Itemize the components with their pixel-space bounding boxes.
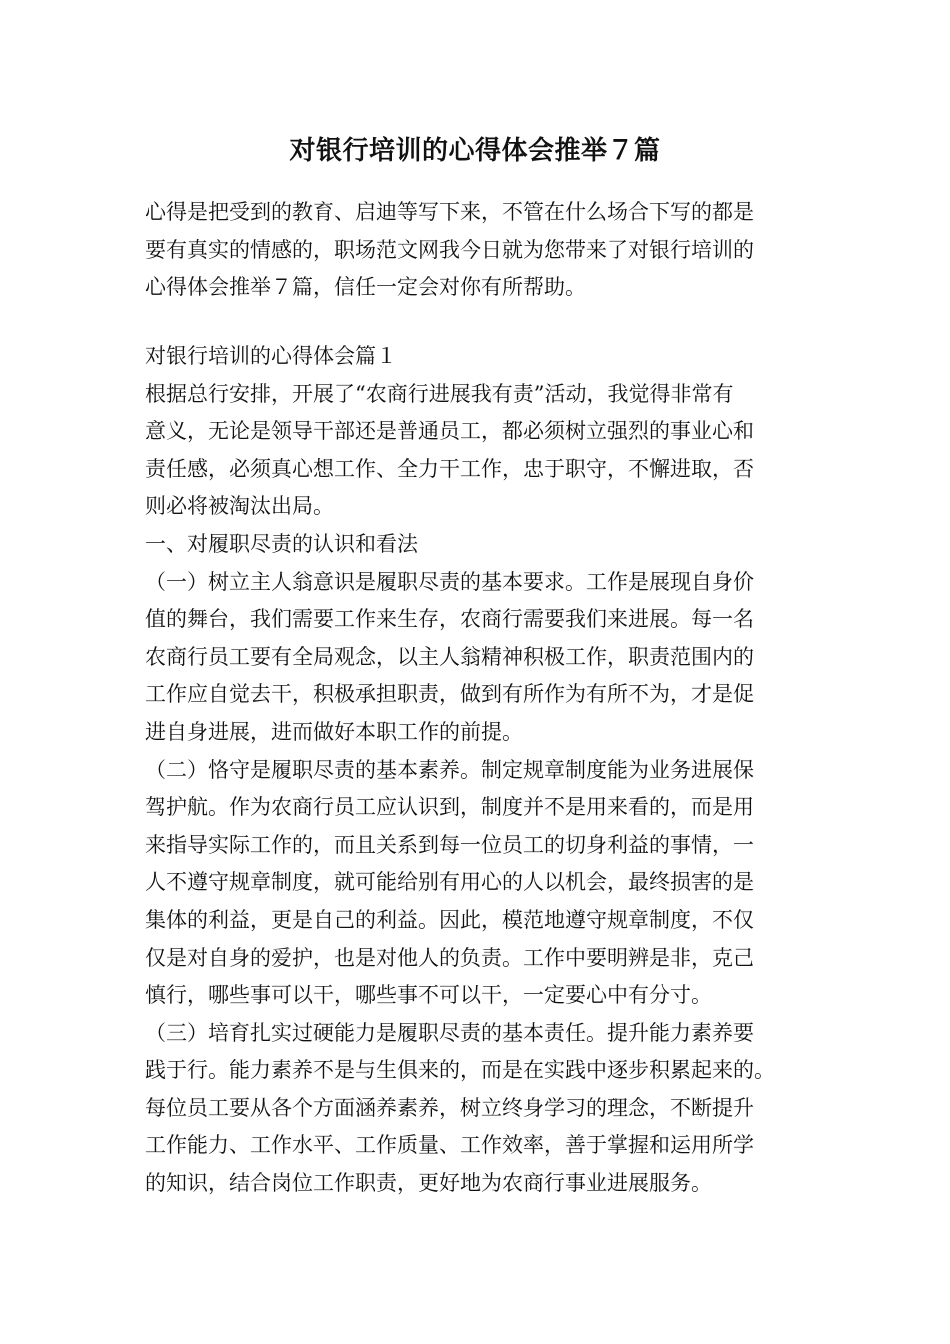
main-body [145, 338, 815, 1203]
text-line: 工作能力、工作水平、工作质量、工作效率，善于掌握和运用所学 [145, 1133, 754, 1158]
text-line: 值的舞台，我们需要工作来生存，农商行需要我们来进展。每一名 [145, 607, 754, 632]
text-line: 根据总行安排，开展了“农商行进展我有责”活动，我觉得非常有 [145, 381, 734, 406]
text-line: 要有真实的情感的，职场范文网我今日就为您带来了对银行培训的 [145, 237, 754, 262]
text-line: 来指导实际工作的，而且关系到每一位员工的切身利益的事情，一 [145, 832, 754, 857]
text-line: 心得是把受到的教育、启迪等写下来，不管在什么场合下写的都是 [145, 200, 754, 224]
text-line: 意义，无论是领导干部还是普通员工，都必须树立强烈的事业心和 [145, 419, 754, 444]
text-line: （一）树立主人翁意识是履职尽责的基本要求。工作是展现自身价 [145, 569, 754, 594]
text-line: 集体的利益，更是自己的利益。因此，模范地遵守规章制度，不仅 [145, 907, 754, 932]
text-line: 驾护航。作为农商行员工应认识到，制度并不是用来看的，而是用 [145, 795, 754, 820]
text-line: 仅是对自身的爱护，也是对他人的负责。工作中要明辨是非，克己 [145, 945, 754, 970]
text-line: 的知识，结合岗位工作职责，更好地为农商行事业进展服务。 [145, 1171, 712, 1196]
text-line: 进自身进展，进而做好本职工作的前提。 [145, 719, 523, 744]
text-line: 工作应自觉去干，积极承担职责，做到有所作为有所不为，才是促 [145, 682, 754, 707]
intro-paragraph [145, 194, 815, 307]
text-line: 践于行。能力素养不是与生俱来的，而是在实践中逐步积累起来的。 [145, 1058, 775, 1083]
text-line: 心得体会推举７篇，信任一定会对你有所帮助。 [145, 275, 586, 300]
text-line: 人不遵守规章制度，就可能给别有用心的人以机会，最终损害的是 [145, 870, 754, 895]
text-line: 每位员工要从各个方面涵养素养，树立终身学习的理念，不断提升 [145, 1095, 754, 1120]
text-line: 则必将被淘汰出局。 [145, 494, 334, 519]
text-line: 农商行员工要有全局观念，以主人翁精神积极工作，职责范围内的 [145, 644, 754, 669]
document-title: 对银行培训的心得体会推举７篇 [289, 136, 661, 166]
text-line: 责任感，必须真心想工作、全力干工作，忠于职守，不懈进取，否 [145, 456, 754, 481]
section-heading: 对银行培训的心得体会篇１ [145, 344, 397, 368]
subsection-heading: 一、对履职尽责的认识和看法 [145, 531, 418, 556]
text-line: （三）培育扎实过硬能力是履职尽责的基本责任。提升能力素养要 [145, 1020, 754, 1045]
text-line: 慎行，哪些事可以干，哪些事不可以干，一定要心中有分寸。 [145, 983, 712, 1008]
text-line: （二）恪守是履职尽责的基本素养。制定规章制度能为业务进展保 [145, 757, 754, 782]
